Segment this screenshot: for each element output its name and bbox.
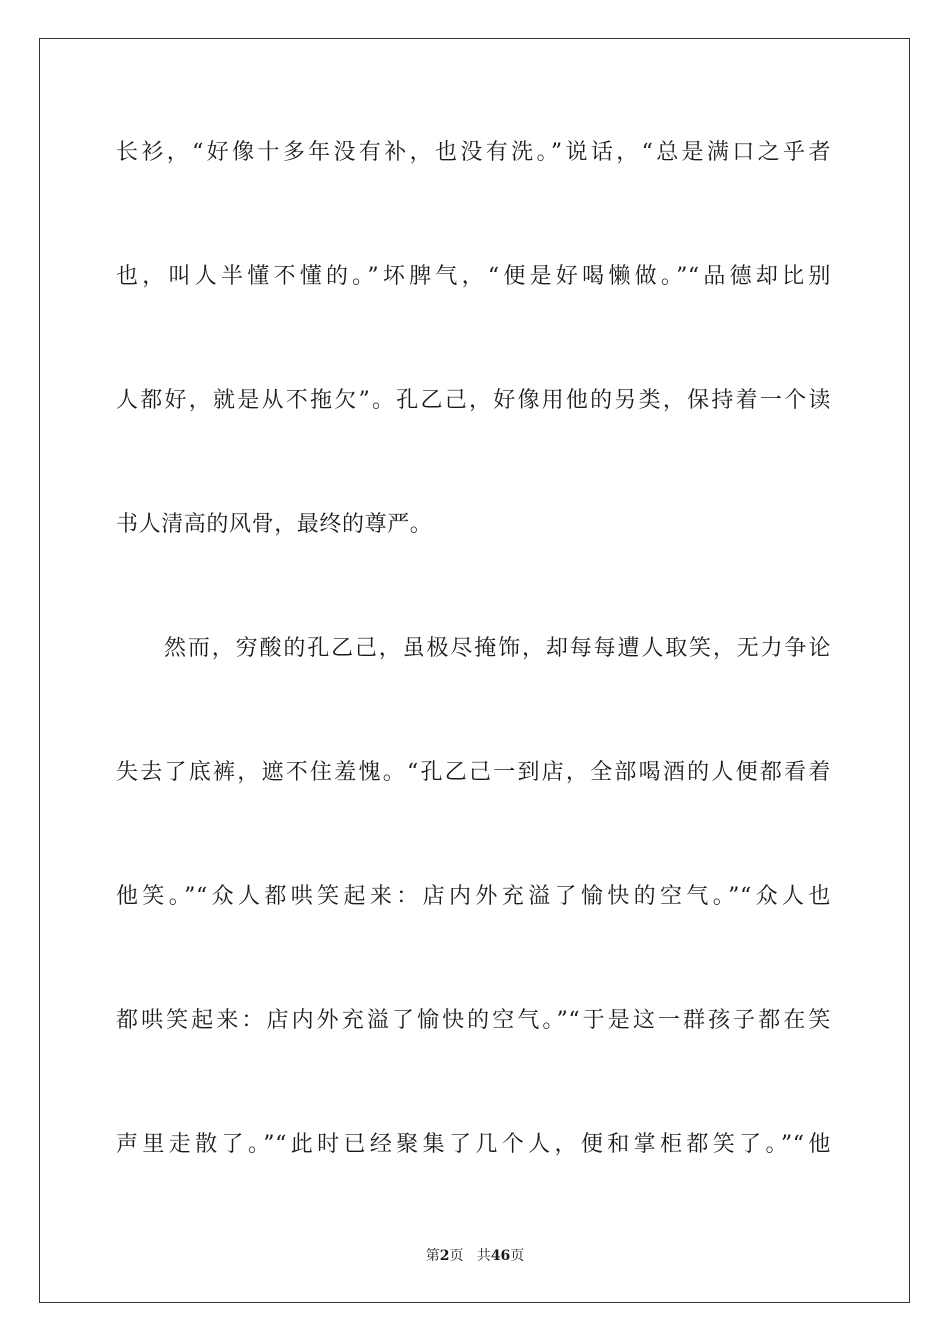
page-prefix: 第 (425, 1248, 440, 1264)
text-line-8: 都哄笑起来：店内外充溢了愉快的空气。”“于是这一群孩子都在笑 (116, 1008, 831, 1033)
total-suffix: 页 (510, 1248, 525, 1264)
text-line-9: 声里走散了。”“此时已经聚集了几个人，便和掌柜都笑了。”“他 (116, 1132, 831, 1157)
total-prefix: 共 (476, 1248, 491, 1264)
page-footer (0, 1246, 950, 1266)
text-line-6: 失去了底裤，遮不住羞愧。“孔乙己一到店，全部喝酒的人便都看着 (116, 760, 831, 785)
text-line-1: 长衫，“好像十多年没有补，也没有洗。”说话，“总是满口之乎者 (116, 140, 831, 165)
page-suffix: 页 (449, 1248, 464, 1264)
text-line-5-paragraph-start: 然而，穷酸的孔乙己，虽极尽掩饰，却每每遭人取笑，无力争论 (164, 636, 831, 661)
total-pages: 46 (490, 1248, 511, 1264)
text-line-7: 他笑。”“众人都哄笑起来：店内外充溢了愉快的空气。”“众人也 (116, 884, 831, 909)
text-line-2: 也，叫人半懂不懂的。”坏脾气，“便是好喝懒做。”“品德却比别 (116, 264, 831, 289)
page-frame (39, 38, 910, 1303)
text-line-4: 书人清高的风骨，最终的尊严。 (116, 512, 433, 537)
page-number: 2 (439, 1248, 450, 1264)
text-line-3: 人都好，就是从不拖欠”。孔乙己，好像用他的另类，保持着一个读 (116, 388, 831, 413)
